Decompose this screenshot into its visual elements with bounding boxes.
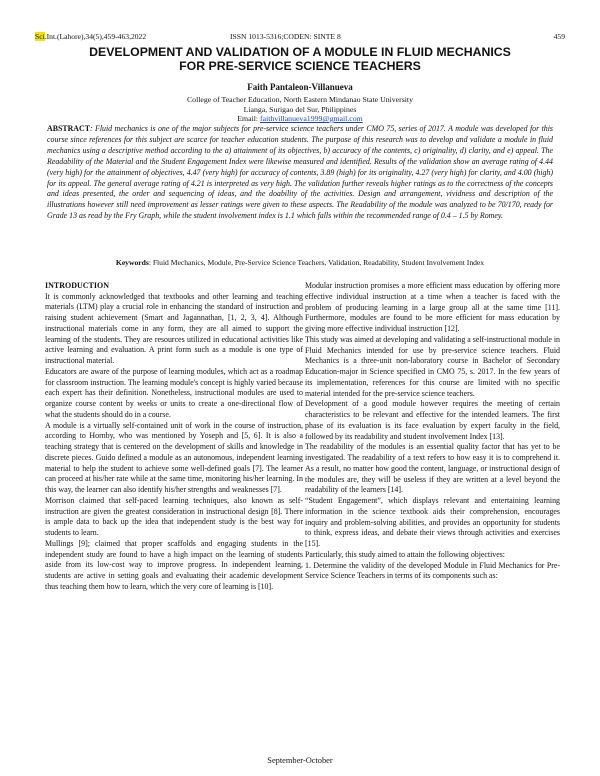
paragraph: Modular instruction promises a more efficient mass education by offering more effective individual instruction at a time when a teacher is faced with the problem of producing learning in a large group all at the same time [11]. Furthermore, modules are found to be more efficient for mass education by giving more effective individual instruction [12].	[305, 281, 560, 333]
paragraph: Morrison claimed that self-paced learning techniques, also known as self-instruction are given the greatest consideration in instructional design [8]. There is ample data to back up the idea that independent study is the best way for students to learn.	[45, 495, 303, 537]
abstract-text: : Fluid mechanics is one of the major subjects for pre-service science teachers under CMO 75, series of 2017. A module was developed for this course since references for this subject are scarce for teacher education students. The purpose of this research was to develop and validate a module in fluid mechanics using a descriptive method according to the a) attainment of its objectives, b) accuracy of the contents, c) originality, d) clarity, and e) appeal. The Readability of the Material and the Student Engagement Index were likewise measured and identified. Results of the validation show an average rating of 4.44 (very high) for the attainment of objectives, 4.47 (very high) for accuracy of contents, 3.89 (high) for its originality, 4.27 (very high) for clarity, and 4.00 (high) for its appeal. The general average rating of 4.21 is interpreted as very high. The validation further reveals higher ratings as to the correctness of the concepts and ideas presented, the order and sequencing of ideas, and the doability of the activities. Design and arrangement, vividness and description of the illustrations however still need improvement as lesser ratings were given to these aspects. The Readability of the module was analyzed to be 70/170, ready for Grade 13 as read by the Fry Graph, while the student involvement index is 1.1 which falls within the recommended range of 0.4 – 1.5 by Romey.	[47, 124, 553, 221]
email-line	[35, 114, 565, 123]
journal-citation-rest: .Int.(Lahore),34(5),459-463,2022	[44, 32, 147, 41]
paragraph: A module is a virtually self-contained unit of work in the course of instruction, according to Hornby, who was mentioned by Yoseph and [5, 6]. It is also a teaching strategy that is centered on the development of skills and knowledge in discrete pieces. Guido defined a module as an autonomous, independent learning material to help the student to achieve some well-defined goals [7]. The learner can proceed at his/her rate while at the same time, monitoring his/her learning. In this way, the learner can also identify his/her strengths and weaknesses [7].	[45, 420, 303, 494]
paragraph: Mullings [9]; claimed that proper scaffolds and engaging students in the independent study are found to have a high impact on the learning of students aside from its low-cost way to improve progress. In independent learning, students are active in setting goals and evaluating their academic development thus teaching them how to learn, which the very core of learning is [10].	[45, 538, 303, 591]
journal-citation	[35, 32, 146, 41]
keywords-text: : Fluid Mechanics, Module, Pre-Service Science Teachers, Validation, Readability, Student Involvement Index	[148, 258, 485, 267]
footer-issue: September-October	[267, 756, 333, 765]
left-column	[45, 281, 303, 593]
title-line-2: FOR PRE-SERVICE SCIENCE TEACHERS	[179, 59, 421, 73]
introduction-heading: INTRODUCTION	[45, 281, 110, 290]
paragraph: Development of a good module however requires the meeting of certain characteristics to be relevant and effective for the intended learners. The first phase of its evaluation is its face evaluation by expert faculty in the field, followed by its readability and student involvement Index [13].	[305, 399, 560, 441]
author-name: Faith Pantaleon-Villanueva	[247, 82, 353, 92]
paragraph: Particularly, this study aimed to attain the following objectives:	[305, 549, 506, 559]
issn-coden: ISSN 1013-5316;CODEN: SINTE 8	[230, 32, 341, 41]
page-number: 459	[553, 32, 565, 41]
abstract	[47, 124, 553, 222]
email-label: Email:	[237, 114, 261, 123]
keywords	[35, 258, 565, 267]
paper-title	[35, 45, 565, 73]
running-header	[35, 32, 565, 44]
paragraph: It is commonly acknowledged that textbooks and other learning and teaching materials (LTM) play a crucial role in enhancing the standard of instruction and raising student achievement (Smart and Jagannathan, [1, 2, 3, 4]. Although instructional materials come in any form, they are all aimed to support the learning of the students. They are resources utilized in educational activities like active learning and evaluation. A print form such as a module is one type of instructional material.	[45, 291, 303, 365]
title-line-1: DEVELOPMENT AND VALIDATION OF A MODULE IN FLUID MECHANICS	[89, 45, 511, 59]
journal-sci-highlight: Sci	[35, 32, 45, 41]
paragraph: 1. Determine the validity of the developed Module in Fluid Mechanics for Pre-Service Science Teachers in terms of its components such as:	[305, 560, 560, 581]
keywords-label: Keywords	[115, 258, 149, 267]
paragraph: Educators are aware of the purpose of learning modules, which act as a roadmap for classroom instruction. The learning module's concept is highly varied because each expert has their definition. Nonetheless, instructional modules are used to organize course content by weeks or units to create a one-directional flow of what the students should do in a course.	[45, 366, 303, 419]
location: Lianga, Surigao del Sur, Philippines	[243, 105, 357, 114]
paragraph: The readability of the modules is an essential quality factor that has yet to be investigated. The readability of a text refers to how easy it is to comprehend it. As a result, no matter how good the content, language, or instructional design of the modules are, they will be useless if they are written at a level beyond the readability of the learners [14].	[305, 442, 560, 495]
paragraph: “Student Engagement”, which displays relevant and entertaining learning information in the science textbook aids their comprehension, encourages inquiry and problem-solving abilities, and provides an opportunity for students to think, express ideas, and debate their views through activities and exercises [15].	[305, 496, 560, 548]
paragraph: This study was aimed at developing and validating a self-instructional module in Fluid Mechanics intended for use by pre-service science teachers. Fluid Mechanics is a three-unit non-laboratory course in Bachelor of Secondary Education-major in Science specified in CMO 75, s. 2017. In the few years of its implementation, references for this course are limited with no specific material intended for the pre-service science teachers.	[305, 334, 560, 398]
affiliation: College of Teacher Education, North Eastern Mindanao State University	[186, 95, 413, 104]
email-link[interactable]: faithvillanueva1999@gmail.com	[260, 114, 363, 123]
abstract-label: ABSTRACT	[47, 124, 90, 133]
right-column	[305, 281, 560, 582]
